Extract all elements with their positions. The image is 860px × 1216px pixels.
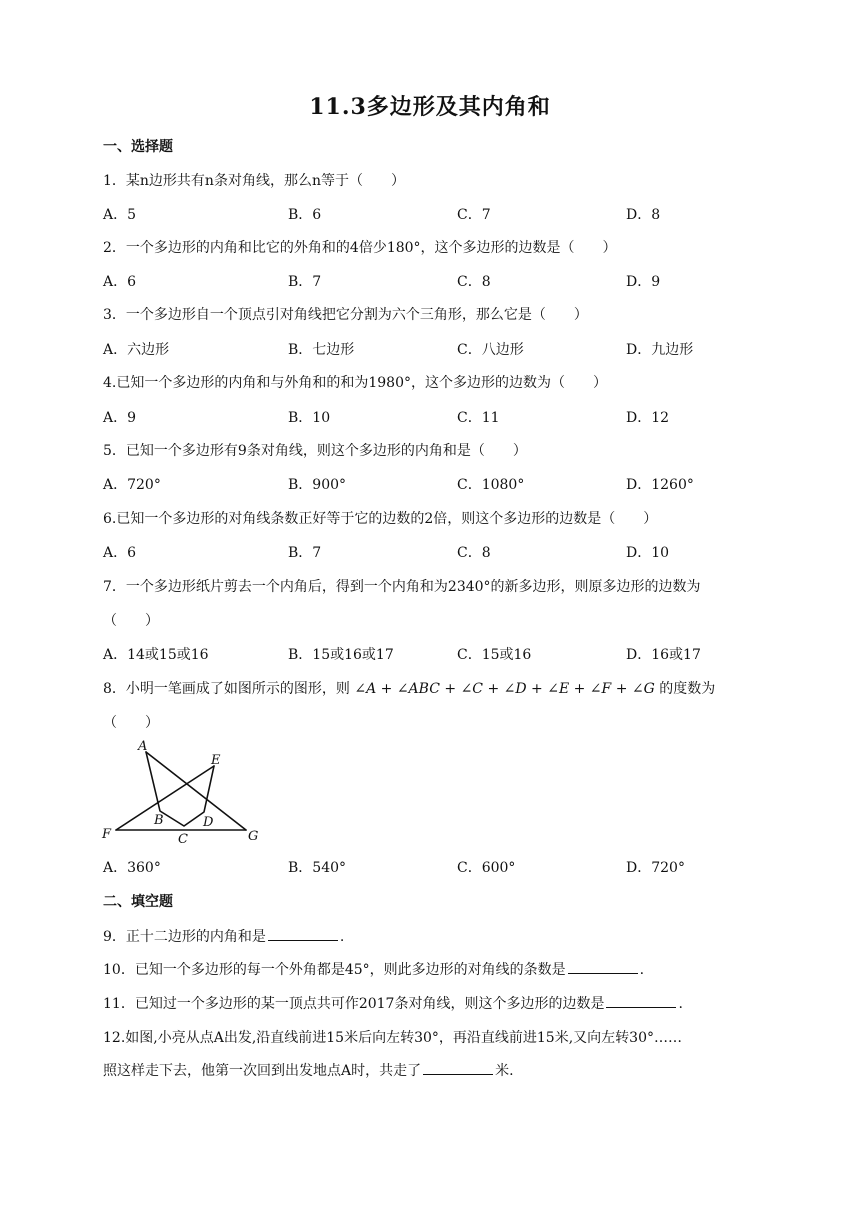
option-a: A．5 bbox=[103, 207, 137, 223]
question-8-options bbox=[103, 857, 743, 877]
question-3-options bbox=[103, 339, 743, 359]
option-b: B．7 bbox=[288, 545, 322, 561]
option-d: D．720° bbox=[626, 860, 685, 876]
option-a: A．9 bbox=[103, 410, 137, 426]
label-d: D bbox=[203, 815, 214, 830]
answer-blank[interactable] bbox=[423, 1060, 493, 1075]
option-b: B．15或16或17 bbox=[288, 647, 394, 663]
question-5: 5．已知一个多边形有9条对角线，则这个多边形的内角和是（ ） bbox=[103, 443, 527, 459]
label-a: A bbox=[138, 739, 148, 754]
question-8-prefix: 8．小明一笔画成了如图所示的图形，则 bbox=[103, 681, 350, 697]
label-g: G bbox=[248, 829, 259, 844]
label-b: B bbox=[154, 813, 164, 828]
option-d: D．8 bbox=[626, 207, 661, 223]
question-9-text: 9．正十二边形的内角和是 bbox=[103, 929, 266, 945]
question-6: 6.已知一个多边形的对角线条数正好等于它的边数的2倍，则这个多边形的边数是（ ） bbox=[103, 511, 658, 527]
option-b: B．900° bbox=[288, 477, 347, 493]
option-b: B．七边形 bbox=[288, 342, 355, 358]
option-c: C．八边形 bbox=[457, 342, 524, 358]
question-2: 2．一个多边形的内角和比它的外角和的4倍少180°，这个多边形的边数是（ ） bbox=[103, 240, 617, 256]
question-9 bbox=[103, 926, 344, 946]
option-c: C．11 bbox=[457, 410, 500, 426]
question-2-options bbox=[103, 271, 743, 291]
question-8-suffix: 的度数为 bbox=[659, 681, 716, 697]
question-12-end: 米. bbox=[495, 1063, 514, 1079]
answer-blank[interactable] bbox=[606, 993, 676, 1008]
option-c: C．8 bbox=[457, 274, 491, 290]
label-c: C bbox=[178, 832, 188, 847]
question-12-line-2 bbox=[103, 1060, 514, 1080]
option-d: D．九边形 bbox=[626, 342, 694, 358]
question-11 bbox=[103, 993, 683, 1013]
answer-blank[interactable] bbox=[568, 959, 638, 974]
question-5-options bbox=[103, 474, 743, 494]
question-1-options bbox=[103, 204, 743, 224]
question-12-line-1: 12.如图,小亮从点A出发,沿直线前进15米后向左转30°，再沿直线前进15米,又向左转30°…… bbox=[103, 1030, 682, 1046]
option-c: C．15或16 bbox=[457, 647, 532, 663]
section-fill-heading: 二、填空题 bbox=[103, 894, 173, 910]
option-d: D．9 bbox=[626, 274, 661, 290]
option-b: B．6 bbox=[288, 207, 322, 223]
option-a: A．6 bbox=[103, 545, 137, 561]
option-b: B．7 bbox=[288, 274, 322, 290]
option-a: A．六边形 bbox=[103, 342, 170, 358]
page-title: 11.3多边形及其内角和 bbox=[309, 94, 551, 120]
question-8-formula: ∠A + ∠ABC + ∠C + ∠D + ∠E + ∠F + ∠G bbox=[354, 681, 655, 697]
question-11-end: . bbox=[678, 996, 683, 1012]
option-b: B．10 bbox=[288, 410, 331, 426]
question-4-options bbox=[103, 407, 743, 427]
option-c: C．8 bbox=[457, 545, 491, 561]
question-7-options bbox=[103, 644, 743, 664]
question-7-line-2: （ ） bbox=[103, 613, 159, 629]
question-1: 1．某n边形共有n条对角线，那么n等于（ ） bbox=[103, 173, 405, 189]
question-10-text: 10．已知一个多边形的每一个外角都是45°，则此多边形的对角线的条数是 bbox=[103, 962, 566, 978]
option-c: C．7 bbox=[457, 207, 491, 223]
question-7-line-1: 7．一个多边形纸片剪去一个内角后，得到一个内角和为2340°的新多边形，则原多边形的边数为 bbox=[103, 579, 701, 595]
question-11-text: 11．已知过一个多边形的某一顶点共可作2017条对角线，则这个多边形的边数是 bbox=[103, 996, 605, 1012]
answer-blank[interactable] bbox=[268, 926, 338, 941]
label-e: E bbox=[211, 753, 221, 768]
option-d: D．10 bbox=[626, 545, 670, 561]
question-6-options bbox=[103, 542, 743, 562]
question-8-figure bbox=[100, 738, 270, 848]
question-4: 4.已知一个多边形的内角和与外角和的和为1980°，这个多边形的边数为（ ） bbox=[103, 375, 607, 391]
question-12-text: 照这样走下去，他第一次回到出发地点A时，共走了 bbox=[103, 1063, 422, 1079]
option-a: A．6 bbox=[103, 274, 137, 290]
question-3: 3．一个多边形自一个顶点引对角线把它分割为六个三角形，那么它是（ ） bbox=[103, 307, 588, 323]
option-d: D．16或17 bbox=[626, 647, 701, 663]
option-a: A．360° bbox=[103, 860, 161, 876]
question-8-line-2: （ ） bbox=[103, 715, 159, 731]
option-d: D．1260° bbox=[626, 477, 694, 493]
option-a: A．14或15或16 bbox=[103, 647, 209, 663]
option-c: C．1080° bbox=[457, 477, 525, 493]
section-choice-heading: 一、选择题 bbox=[103, 139, 173, 155]
question-8-line-1 bbox=[103, 678, 715, 698]
question-10 bbox=[103, 959, 644, 979]
option-c: C．600° bbox=[457, 860, 516, 876]
option-a: A．720° bbox=[103, 477, 161, 493]
line-fe bbox=[116, 766, 214, 830]
option-d: D．12 bbox=[626, 410, 670, 426]
question-10-end: . bbox=[639, 962, 645, 978]
question-9-end: . bbox=[339, 929, 345, 945]
label-f: F bbox=[102, 827, 112, 842]
option-b: B．540° bbox=[288, 860, 347, 876]
